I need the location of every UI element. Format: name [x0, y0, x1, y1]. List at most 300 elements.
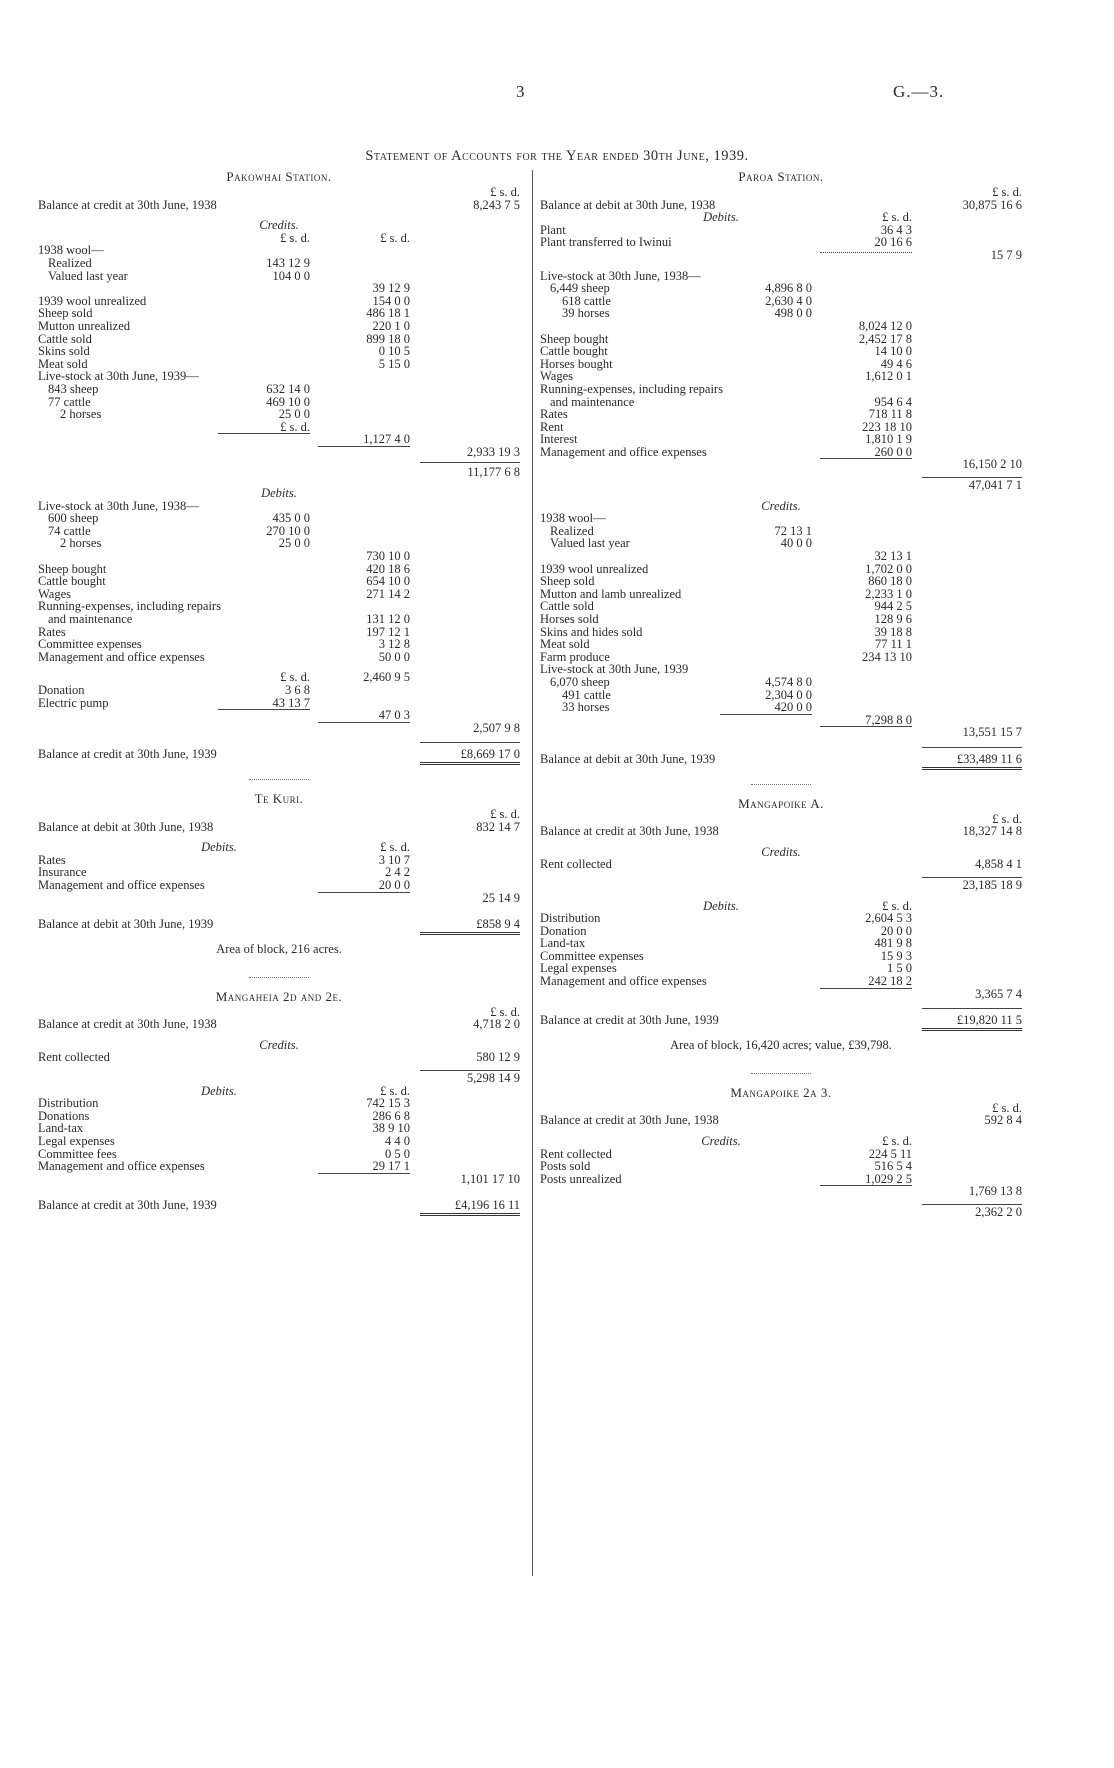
row-amount: 30,875 16 6 [962, 197, 1022, 212]
row-label: Running-expenses, including repairs [38, 599, 221, 614]
currency-head: £ s. d. [280, 419, 310, 434]
row-amount: 1,702 0 0 [865, 561, 912, 576]
row-label: Balance at credit at 30th June, 1938 [540, 824, 719, 839]
ledger-row [540, 550, 1022, 563]
ledger-row [38, 282, 520, 295]
row-amount: 2,604 5 3 [865, 911, 912, 926]
row-amount: 77 11 1 [874, 637, 912, 652]
closing-balance-row [540, 1014, 1022, 1027]
row-label: Committee fees [38, 1146, 117, 1161]
row-amount: 516 5 4 [874, 1159, 912, 1174]
row-amount: 39 18 8 [874, 624, 912, 639]
row-amount: 4,896 8 0 [765, 281, 812, 296]
row-amount: 2,362 2 0 [975, 1205, 1022, 1219]
row-amount: £33,489 11 6 [956, 751, 1022, 766]
row-amount: 25 14 9 [482, 890, 520, 905]
ledger-row [540, 975, 1022, 988]
row-amount: 1,029 2 5 [865, 1171, 912, 1186]
row-amount: 2 4 2 [385, 865, 410, 880]
row-label: 1939 wool unrealized [38, 293, 147, 308]
row-label: Realized [550, 523, 594, 538]
te-kuri-debits [38, 854, 520, 892]
section-title: Pakowhai Station. [226, 169, 332, 184]
row-amount: 25 0 0 [278, 407, 310, 422]
document-reference: G.—3. [893, 82, 945, 101]
closing-balance-row [38, 1199, 520, 1212]
row-label: Mutton unrealized [38, 318, 130, 333]
opening-balance-row [540, 1114, 1022, 1127]
row-amount: 420 0 0 [774, 700, 812, 715]
opening-balance-row [38, 1018, 520, 1031]
row-amount: 632 14 0 [266, 381, 310, 396]
row-amount: 0 10 5 [378, 344, 410, 359]
donation-row [38, 684, 520, 697]
row-amount: 8,024 12 0 [858, 318, 912, 333]
row-label: Wages [540, 369, 574, 384]
debits-total-row [38, 892, 520, 905]
row-label: Balance at credit at 30th June, 1938 [540, 1113, 719, 1128]
row-label: Cattle bought [540, 344, 608, 359]
row-label: Land-tax [540, 936, 586, 951]
ledger-row [38, 651, 520, 664]
row-amount: 20 0 0 [378, 877, 410, 892]
ledger-row [38, 383, 520, 396]
currency-head: £ s. d. [280, 670, 310, 685]
row-label: Live-stock at 30th June, 1938— [38, 498, 199, 513]
ledger-row [540, 408, 1022, 421]
currency-head: £ s. d. [490, 185, 520, 199]
row-label: Donation [540, 923, 587, 938]
page-number: 3 [516, 82, 526, 101]
row-label: Insurance [38, 865, 87, 880]
debits-heading: Debits. [261, 486, 297, 501]
ledger-row [540, 701, 1022, 714]
row-label: Rates [38, 624, 66, 639]
ledger-row [540, 333, 1022, 346]
page-title: Statement of Accounts for the Year ended 30th June, 1939. [365, 148, 749, 164]
row-amount: 154 0 0 [372, 293, 410, 308]
row-amount: 1,101 17 10 [460, 1171, 520, 1186]
row-label: Plant transferred to Iwinui [540, 235, 672, 250]
block-note: Area of block, 216 acres. [216, 941, 342, 956]
row-label: Land-tax [38, 1121, 84, 1136]
right-column [540, 168, 1022, 1237]
ledger-row [38, 512, 520, 525]
mangaheia-section [38, 988, 520, 1212]
row-label: Distribution [540, 911, 601, 926]
row-amount: £858 9 4 [476, 917, 520, 932]
row-amount: 38 9 10 [372, 1121, 410, 1136]
row-amount: 286 6 8 [372, 1108, 410, 1123]
mangapoike-2a3-credits [540, 1148, 1022, 1186]
separator [249, 779, 309, 780]
debits-heading: Debits. [703, 210, 739, 225]
ledger-row [540, 925, 1022, 938]
row-label: 491 cattle [562, 687, 611, 702]
pakowhai-debits [38, 500, 520, 664]
row-amount: 481 9 8 [874, 936, 912, 951]
plant-net-row [540, 249, 1022, 262]
row-amount: 49 4 6 [880, 356, 912, 371]
row-amount: 3 6 8 [285, 682, 310, 697]
row-label: Running-expenses, including repairs [540, 381, 723, 396]
row-label: Posts sold [540, 1159, 591, 1174]
row-amount: 4 4 0 [385, 1134, 410, 1149]
opening-balance-row [540, 199, 1022, 212]
row-amount: 4,858 4 1 [975, 857, 1022, 872]
row-label: Sheep sold [38, 306, 93, 321]
row-label: Balance at debit at 30th June, 1938 [38, 819, 214, 834]
section-title: Mangaheia 2d and 2e. [215, 988, 343, 1004]
pakowhai-credits [38, 244, 520, 420]
ledger-row [540, 307, 1022, 320]
debit-subtotal-row [38, 671, 520, 684]
row-amount: 742 15 3 [366, 1096, 410, 1111]
ledger-row [38, 1110, 520, 1123]
paroa-credits [540, 512, 1022, 714]
row-label: 600 sheep [48, 511, 99, 526]
row-label: 6,449 sheep [550, 281, 610, 296]
row-amount: 23,185 18 9 [962, 877, 1022, 892]
row-amount: 40 0 0 [780, 536, 812, 551]
row-amount: 2,452 17 8 [858, 331, 912, 346]
row-amount: 25 0 0 [278, 536, 310, 551]
debits-total-row [38, 722, 520, 735]
row-label: Rent collected [540, 1146, 612, 1161]
row-amount: 15 9 3 [880, 948, 912, 963]
row-amount: 104 0 0 [272, 268, 310, 283]
currency-head: £ s. d. [992, 811, 1022, 826]
row-label: Management and office expenses [38, 649, 205, 664]
currency-head: £ s. d. [490, 1004, 520, 1019]
row-amount: 224 5 11 [868, 1146, 912, 1161]
ledger-row [540, 320, 1022, 333]
ledger-row [540, 912, 1022, 925]
row-label: Balance at debit at 30th June, 1938 [540, 197, 716, 212]
row-label: Valued last year [48, 268, 128, 283]
ledger-row [540, 383, 1022, 396]
row-label: 1938 wool— [540, 511, 606, 526]
row-label: Balance at debit at 30th June, 1939 [540, 751, 716, 766]
row-label: 74 cattle [48, 523, 91, 538]
ledger-row [38, 563, 520, 576]
opening-balance-row [540, 825, 1022, 838]
row-label: Management and office expenses [38, 877, 205, 892]
row-amount: 435 0 0 [272, 511, 310, 526]
livestock-total-row [540, 714, 1022, 727]
row-amount: 832 14 7 [476, 819, 520, 834]
ledger-row [38, 345, 520, 358]
credits-total-row [540, 1185, 1022, 1198]
row-amount: 220 1 0 [372, 318, 410, 333]
row-amount: 944 2 5 [874, 599, 912, 614]
row-label: and maintenance [48, 612, 133, 626]
row-label: Sheep sold [540, 574, 595, 589]
row-label: Balance at credit at 30th June, 1939 [540, 1013, 719, 1028]
row-amount: 1,127 4 0 [363, 432, 410, 447]
ledger-row [540, 433, 1022, 446]
row-label: Rates [540, 407, 568, 422]
section-title: Mangapoike A. [738, 795, 824, 811]
closing-balance-row [38, 748, 520, 761]
row-label: Cattle sold [540, 599, 594, 614]
ledger-row [540, 358, 1022, 371]
row-label: Farm produce [540, 649, 610, 664]
running-total-row [38, 466, 520, 479]
ledger-row [38, 613, 520, 626]
row-label: 618 cattle [562, 293, 611, 308]
row-amount: £4,196 16 11 [454, 1198, 520, 1213]
ledger-row [38, 1135, 520, 1148]
row-amount: 3 12 8 [378, 637, 410, 652]
row-amount: 16,150 2 10 [962, 457, 1022, 472]
paroa-section [540, 168, 1022, 766]
closing-balance-row [38, 918, 520, 931]
row-amount: 20 0 0 [880, 923, 912, 938]
debits-total-row [38, 1173, 520, 1186]
row-amount: 29 17 1 [372, 1159, 410, 1174]
debits-heading: Debits. [201, 840, 237, 855]
row-amount: 1,769 13 8 [968, 1184, 1022, 1199]
row-amount: 4,574 8 0 [765, 674, 812, 689]
mangapoike-2a3-section [540, 1084, 1022, 1219]
row-label: Balance at debit at 30th June, 1939 [38, 917, 214, 932]
ledger-row [38, 537, 520, 550]
ledger-row [540, 345, 1022, 358]
ledger-row [38, 854, 520, 867]
separator [751, 784, 811, 785]
row-amount: 32 13 1 [874, 549, 912, 564]
rent-row [38, 1051, 520, 1064]
row-amount: 2,233 1 0 [865, 586, 912, 601]
opening-balance-row [38, 199, 520, 212]
ledger-row [38, 270, 520, 283]
row-amount: 486 18 1 [366, 306, 410, 321]
row-label: Mutton and lamb unrealized [540, 586, 682, 601]
currency-head: £ s. d. [380, 840, 410, 855]
row-label: Legal expenses [38, 1134, 115, 1149]
ledger-row [38, 1097, 520, 1110]
row-label: Realized [48, 255, 92, 270]
row-amount: 15 7 9 [990, 247, 1022, 262]
currency-head: £ s. d. [882, 1134, 912, 1149]
credits-heading: Credits. [259, 1037, 299, 1052]
row-label: Rates [38, 852, 66, 867]
row-amount: 11,177 6 8 [467, 465, 520, 480]
row-label: Balance at credit at 30th June, 1939 [38, 747, 217, 762]
running-total-row [540, 479, 1022, 492]
ledger-row [540, 537, 1022, 550]
running-total-row [38, 1072, 520, 1085]
ledger-row [540, 626, 1022, 639]
ledger-row [540, 446, 1022, 459]
row-label: Cattle sold [38, 331, 92, 346]
block-note: Area of block, 16,420 acres; value, £39,798. [670, 1037, 892, 1052]
row-amount: 1,810 1 9 [865, 432, 912, 447]
mangaheia-debits [38, 1097, 520, 1173]
row-amount: 2,630 4 0 [765, 293, 812, 308]
row-amount: 14 10 0 [874, 344, 912, 359]
separator [751, 1073, 811, 1074]
row-amount: 860 18 0 [868, 574, 912, 589]
row-amount: 260 0 0 [874, 444, 912, 459]
row-label: 33 horses [562, 700, 610, 715]
row-amount: £19,820 11 5 [956, 1013, 1022, 1028]
ledger-row [540, 638, 1022, 651]
row-amount: 50 0 0 [378, 649, 410, 664]
debits-heading: Debits. [703, 898, 739, 913]
row-label: Management and office expenses [38, 1159, 205, 1174]
ledger-row [540, 588, 1022, 601]
row-amount: 43 13 7 [272, 695, 310, 710]
ledger-row [38, 1160, 520, 1173]
row-amount: 8,243 7 5 [473, 197, 520, 212]
row-amount: 18,327 14 8 [962, 824, 1022, 839]
section-title: Mangapoike 2a 3. [730, 1084, 832, 1100]
row-amount: 1,612 0 1 [865, 369, 912, 384]
ledger-row [38, 879, 520, 892]
row-label: and maintenance [550, 394, 635, 409]
row-amount: 72 13 1 [774, 523, 812, 538]
row-amount: 131 12 0 [366, 612, 410, 626]
credits-heading: Credits. [761, 844, 801, 859]
row-label: Live-stock at 30th June, 1939— [38, 369, 199, 384]
credits-heading: Credits. [259, 218, 299, 233]
plant-transfer-row [540, 236, 1022, 249]
running-total-row [540, 1206, 1022, 1219]
row-amount: 5,298 14 9 [466, 1071, 520, 1086]
row-amount: 4,718 2 0 [473, 1017, 520, 1032]
row-label: 2 horses [60, 407, 102, 422]
ledger-row [38, 638, 520, 651]
row-amount: 13,551 15 7 [962, 725, 1022, 740]
row-label: Sheep bought [38, 561, 107, 576]
row-amount: 36 4 3 [880, 222, 912, 237]
ledger-row [540, 600, 1022, 613]
row-label: Posts unrealized [540, 1171, 622, 1186]
row-label: Balance at credit at 30th June, 1939 [38, 1198, 217, 1213]
te-kuri-section [38, 790, 520, 959]
row-label: 77 cattle [48, 394, 91, 409]
currency-head: £ s. d. [380, 230, 410, 245]
row-amount: 592 8 4 [984, 1113, 1022, 1128]
ledger-row [540, 676, 1022, 689]
column-divider [532, 170, 533, 1576]
row-label: Rent collected [38, 1050, 110, 1065]
rent-row [540, 858, 1022, 871]
row-amount: £8,669 17 0 [460, 747, 520, 762]
row-label: Horses bought [540, 356, 613, 371]
row-label: Balance at credit at 30th June, 1938 [38, 1017, 217, 1032]
row-label: Plant [540, 222, 566, 237]
row-label: Wages [38, 586, 72, 601]
ledger-row [38, 320, 520, 333]
row-label: Committee expenses [38, 637, 142, 652]
row-label: Cattle bought [38, 574, 106, 589]
row-amount: 2,460 9 5 [363, 670, 410, 685]
ledger-row [540, 937, 1022, 950]
currency-head: £ s. d. [280, 230, 310, 245]
row-label: Donations [38, 1108, 90, 1123]
row-amount: 954 6 4 [874, 394, 912, 409]
section-title: Te Kuri. [254, 790, 304, 806]
ledger-row [540, 575, 1022, 588]
row-label: Live-stock at 30th June, 1938— [540, 268, 701, 283]
section-title: Paroa Station. [738, 169, 824, 184]
left-column [38, 168, 520, 1230]
row-amount: 3 10 7 [378, 852, 410, 867]
row-label: 843 sheep [48, 381, 99, 396]
row-label: Meat sold [38, 356, 88, 371]
row-amount: 0 5 0 [385, 1146, 410, 1161]
row-amount: 730 10 0 [366, 549, 410, 564]
separator [249, 977, 309, 978]
ledger-row [540, 512, 1022, 525]
extras-total-row [38, 709, 520, 722]
pump-row [38, 697, 520, 710]
ledger-row [38, 333, 520, 346]
row-amount: 143 12 9 [266, 255, 310, 270]
row-label: Skins sold [38, 344, 90, 359]
currency-head: £ s. d. [882, 210, 912, 225]
row-amount: 197 12 1 [366, 624, 410, 639]
row-amount: 20 16 6 [874, 235, 912, 250]
row-label: Distribution [38, 1096, 99, 1111]
row-amount: 242 18 2 [868, 974, 912, 989]
row-label: 6,070 sheep [550, 674, 610, 689]
currency-head: £ s. d. [380, 1083, 410, 1098]
row-amount: 899 18 0 [366, 331, 410, 346]
row-amount: 47,041 7 1 [968, 478, 1022, 493]
row-label: Management and office expenses [540, 444, 707, 459]
row-amount: 271 14 2 [366, 586, 410, 601]
row-label: 39 horses [562, 306, 610, 321]
row-amount: 39 12 9 [372, 281, 410, 296]
row-label: Committee expenses [540, 948, 644, 963]
ledger-row [540, 421, 1022, 434]
row-amount: 420 18 6 [366, 561, 410, 576]
ledger-row [38, 408, 520, 421]
ledger-row [540, 1160, 1022, 1173]
row-label: 1938 wool— [38, 243, 104, 258]
row-amount: 2,933 19 3 [466, 444, 520, 459]
ledger-row [38, 295, 520, 308]
ledger-row [38, 575, 520, 588]
debits-total-row [540, 988, 1022, 1001]
row-label: Sheep bought [540, 331, 609, 346]
ledger-row [38, 257, 520, 270]
row-amount: 2,507 9 8 [473, 720, 520, 735]
row-label: Skins and hides sold [540, 624, 643, 639]
row-label: Electric pump [38, 695, 109, 710]
ledger-row [540, 1148, 1022, 1161]
row-amount: 580 12 9 [476, 1050, 520, 1065]
row-label: Rent collected [540, 857, 612, 872]
row-label: 1939 wool unrealized [540, 561, 649, 576]
currency-head: £ s. d. [882, 898, 912, 913]
row-label: Valued last year [550, 536, 630, 551]
row-label: Rent [540, 419, 564, 434]
row-amount: 469 10 0 [266, 394, 310, 409]
row-label: Legal expenses [540, 961, 617, 976]
row-label: Horses sold [540, 612, 599, 626]
row-amount: 270 10 0 [266, 523, 310, 538]
row-amount: 223 18 10 [862, 419, 912, 434]
row-label: Live-stock at 30th June, 1939 [540, 662, 689, 677]
ledger-row [540, 1173, 1022, 1186]
mangapoike-a-section [540, 795, 1022, 1055]
row-label: Interest [540, 432, 578, 447]
